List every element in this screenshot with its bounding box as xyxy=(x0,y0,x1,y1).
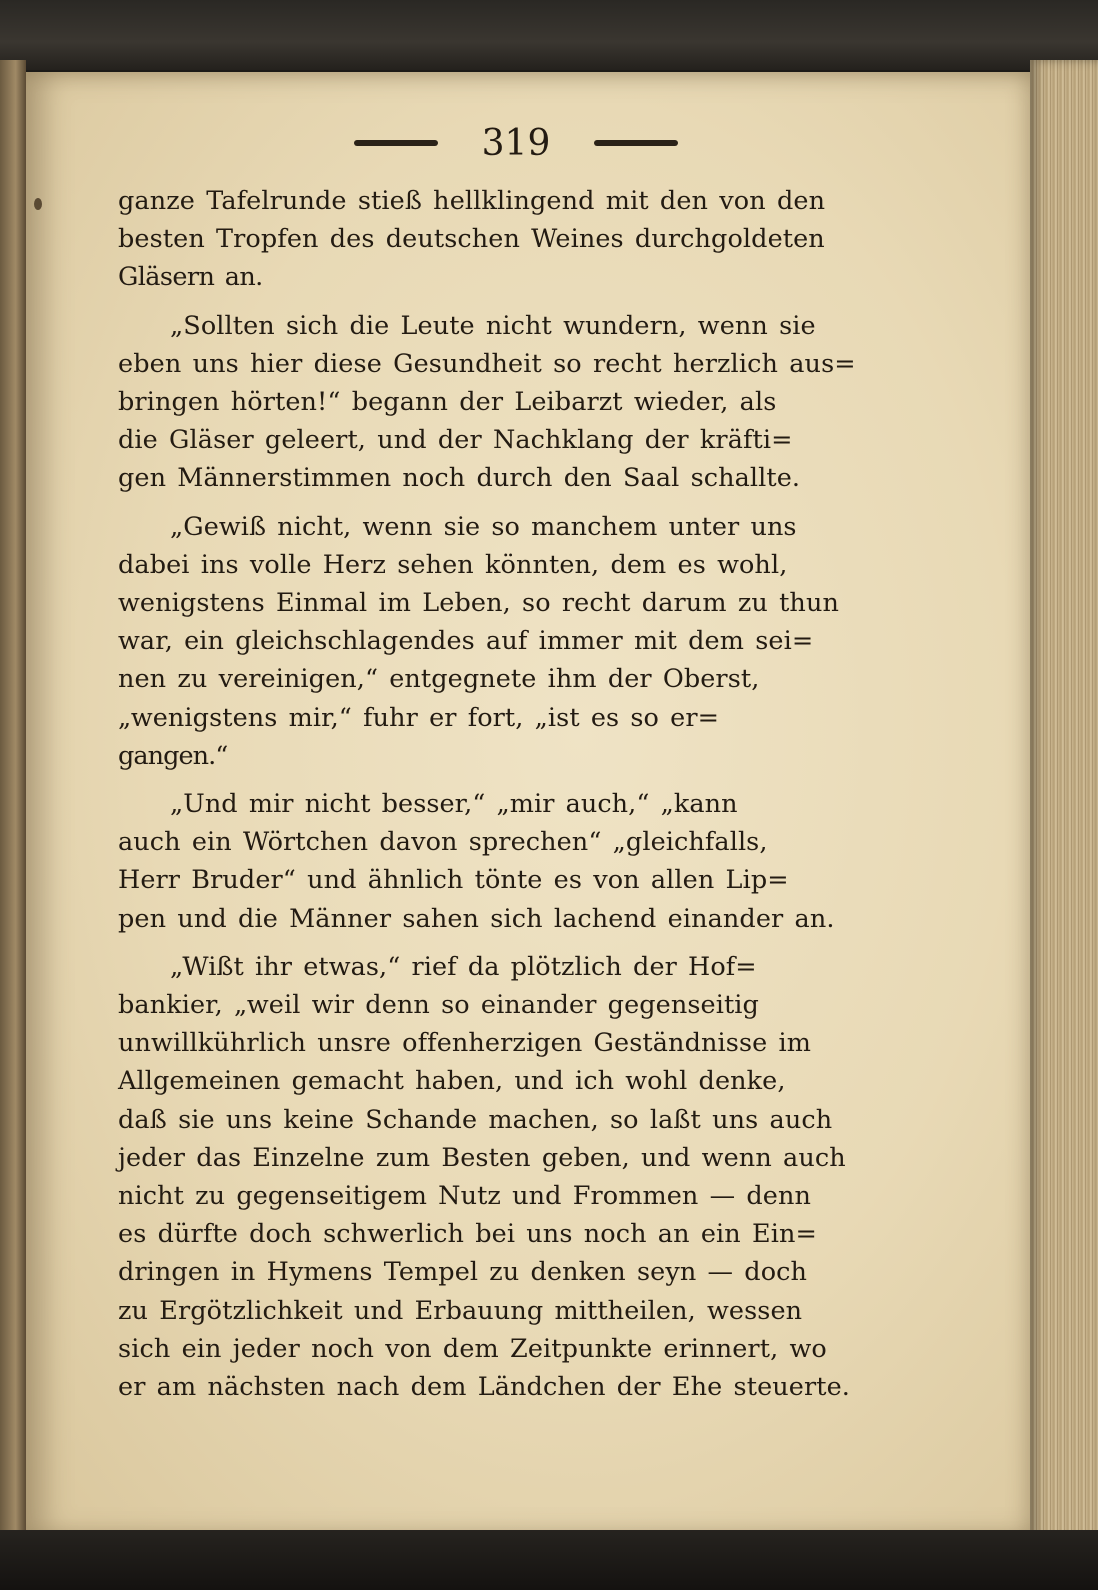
page-header xyxy=(336,118,696,168)
text-line: „Und mir nicht besser,“ „mir auch,“ „kann xyxy=(170,789,738,820)
header-rule-left xyxy=(354,140,438,146)
text-line: gangen.“ xyxy=(118,740,228,771)
text-line: wenigstens Einmal im Leben, so recht darum zu thun xyxy=(118,588,839,619)
text-line: „Gewiß nicht, wenn sie so manchem unter uns xyxy=(170,511,797,542)
page-edges-stack xyxy=(1030,60,1098,1540)
text-line: war, ein gleichschlagendes auf immer mit dem sei= xyxy=(118,626,814,657)
text-line: besten Tropfen des deutschen Weines durchgoldeten xyxy=(118,224,825,255)
paragraph xyxy=(118,508,918,775)
text-line: „Sollten sich die Leute nicht wundern, wenn sie xyxy=(170,310,816,341)
paragraph xyxy=(118,785,918,938)
paragraph xyxy=(118,307,918,498)
text-line: Allgemeinen gemacht haben, und ich wohl denke, xyxy=(118,1066,786,1097)
text-line: sich ein jeder noch von dem Zeitpunkte erinnert, wo xyxy=(118,1333,827,1364)
text-line: nen zu vereinigen,“ entgegnete ihm der Oberst, xyxy=(118,664,760,695)
text-line: nicht zu gegenseitigem Nutz und Frommen — denn xyxy=(118,1181,811,1212)
text-line: dabei ins volle Herz sehen könnten, dem es wohl, xyxy=(118,549,788,580)
text-line: er am nächsten nach dem Ländchen der Ehe steuerte. xyxy=(118,1372,851,1403)
text-line: zu Ergötzlichkeit und Erbauung mittheilen, wessen xyxy=(118,1295,803,1326)
binding-bottom xyxy=(0,1530,1098,1590)
text-line: die Gläser geleert, und der Nachklang der kräfti= xyxy=(118,425,793,456)
text-line: Gläsern an. xyxy=(118,262,263,293)
text-line: eben uns hier diese Gesundheit so recht herzlich aus= xyxy=(118,348,856,379)
text-line: unwillkührlich unsre offenherzigen Geständnisse im xyxy=(118,1028,812,1059)
text-line: „wenigstens mir,“ fuhr er fort, „ist es so er= xyxy=(118,702,720,733)
paragraph xyxy=(118,948,918,1406)
body-text xyxy=(118,182,918,1406)
paragraph xyxy=(118,182,918,297)
text-line: bankier, „weil wir denn so einander gegenseitig xyxy=(118,990,759,1021)
text-line: dringen in Hymens Tempel zu denken seyn — doch xyxy=(118,1257,807,1288)
text-line: daß sie uns keine Schande machen, so laßt uns auch xyxy=(118,1104,833,1135)
text-line: bringen hörten!“ begann der Leibarzt wieder, als xyxy=(118,387,777,418)
text-line: auch ein Wörtchen davon sprechen“ „gleichfalls, xyxy=(118,827,768,858)
text-line: „Wißt ihr etwas,“ rief da plötzlich der Hof= xyxy=(170,951,757,982)
header-rule-right xyxy=(594,140,678,146)
page-number: 319 xyxy=(481,122,551,164)
text-line: pen und die Männer sahen sich lachend einander an. xyxy=(118,903,835,934)
text-line: Herr Bruder“ und ähnlich tönte es von allen Lip= xyxy=(118,865,789,896)
text-line: ganze Tafelrunde stieß hellklingend mit den von den xyxy=(118,186,826,216)
left-page-edge xyxy=(0,60,26,1540)
ink-spot xyxy=(34,198,42,210)
text-line: jeder das Einzelne zum Besten geben, und wenn auch xyxy=(118,1142,846,1173)
binding-top xyxy=(0,0,1098,70)
text-line: es dürfte doch schwerlich bei uns noch an ein Ein= xyxy=(118,1219,817,1250)
text-line: gen Männerstimmen noch durch den Saal schallte. xyxy=(118,463,801,494)
